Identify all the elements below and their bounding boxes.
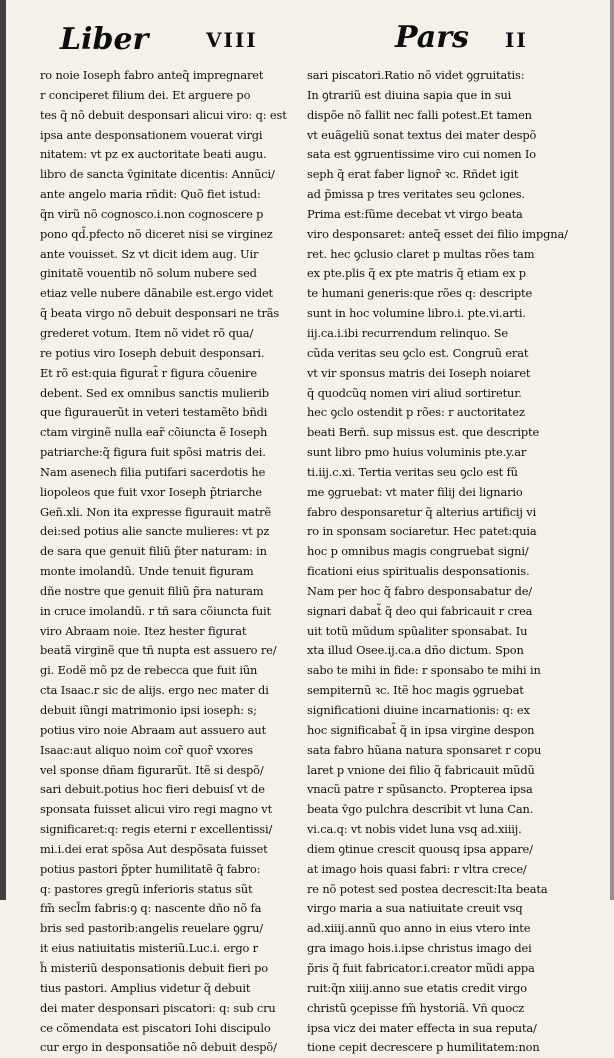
left-column-line: ctam virginẽ nulla ear̃ cõiuncta ẽ Ioseph [40,425,268,440]
left-column-line: in cruce imolandũ. r tñ sara cõiuncta fuit [40,603,271,618]
left-column-line: fm̃ secl̃m fabris:ꝯ q: nascente dño nõ fa [40,901,262,916]
left-column-line: ipsa ante desponsationem vouerat virgi [40,127,263,142]
left-column-line: cta Isaac.r sic de alijs. ergo nec mater di [40,683,269,698]
right-column-line: dispõe nõ fallit nec falli potest.Et tamen [307,107,532,122]
right-column-line: ret. hec ꝯclusio claret p multas rões tam [307,246,535,261]
left-column-line: Isaac:aut aliquo noim cor̃ quor̃ vxores [40,742,253,757]
left-column-line: beatã virginẽ que tñ nupta est assuero re/ [40,643,277,658]
left-column-line: mi.i.dei erat spõsa Aut despõsata fuisset [40,841,268,856]
left-column-line: tius pastori. Amplius videtur q̃ debuit [40,980,251,995]
right-column-line: ad p̃missa p tres veritates seu ꝯclones. [307,187,525,202]
right-column-line: hec ꝯclo ostendit p rões: r auctoritatez [307,405,525,420]
left-column-line: debuit iũngi matrimonio ipsi ioseph: s; [40,703,257,717]
left-column-line: ce cõmendata est piscatori Iohi discipulo [40,1020,271,1035]
right-column-line: ro in sponsam sociaretur. Hec patet:quia [307,524,537,539]
running-head-pars: Pars [395,20,469,55]
left-column-line: re potius viro Ioseph debuit desponsari. [40,345,265,360]
right-column-line: In ꝯtrariũ est diuina sapia que in sui [307,87,512,102]
right-column-line: sari piscatori.Ratio nõ videt ꝯgruitatis: [307,68,525,82]
left-column-line: vel sponse dñam figurarũt. Itẽ si despõ/ [40,762,264,777]
left-column-line: libro de sancta v̄ginitate dicentis: Annũci/ [40,167,275,182]
left-text-column [40,66,302,1058]
left-column-line: debent. Sed ex omnibus sanctis mulierib [40,385,269,400]
left-column-line: gi. Eodẽ mõ pz de rebecca que fuit iũn [40,663,258,678]
left-column-line: dei:sed potius alie sancte mulieres: vt pz [40,524,270,539]
right-column-line: Nam per hoc q̃ fabro desponsabatur de/ [307,583,532,598]
right-column-line: ti.iij.c.xi. Tertia veritas seu ꝯclo est fũ [307,464,518,479]
running-head-folio-number: VIII [206,28,258,52]
right-column-line: diem ꝯtinue crescit quousq ipsa appare/ [307,841,533,856]
left-column-line: viro Abraam noie. Itez hester figurat [40,623,247,638]
left-column-line: q̃n virũ nõ cognosco.i.non cognoscere p [40,206,264,221]
left-column-line: bris sed pastorib:angelis reuelare ꝯgru/ [40,921,263,936]
left-column-line: Gen̄.xli. Non ita expresse figurauit matrẽ [40,504,271,519]
right-column-line: sunt in hoc volumine libro.i. pte.vi.arti. [307,306,526,321]
left-column-line: sponsata fuisset alicui viro regi magno vt [40,802,272,817]
left-column-line: que figurauerũt in veteri testamẽto bñdi [40,405,268,420]
right-column-line: me ꝯgruebat: vt mater filij dei lignario [307,484,523,499]
right-column-line: seph q̃ erat faber lignor̃ ꝛc. Rñdet igit [307,167,519,182]
left-column-line: dei mater desponsari piscatori: q: sub cru [40,1000,276,1015]
left-column-line: ante angelo maria rñdit: Quõ fiet istud: [40,187,261,202]
right-column-line: sabo te mihi in fide: r sponsabo te mihi in [307,663,541,678]
running-head [0,18,614,66]
left-column-line: Nam asenech filia putifari sacerdotis he [40,464,266,479]
right-column-line: vi.ca.q: vt nobis videt luna vsq ad.xiiij. [307,822,522,837]
left-column-line: q: pastores gregũ inferioris status sũt [40,881,253,896]
left-column-line: ginitatẽ vouentib nõ solum nubere sed [40,266,257,281]
right-column-line: christũ ꝯcepisse fm̃ hystoriã. Vñ quocz [307,1000,525,1015]
right-column-line: re nõ potest sed postea decrescit:Ita beata [307,881,548,896]
right-column-line: vnacũ patre r spũsancto. Propterea ipsa [307,782,533,797]
right-column-line: sata est ꝯgruentissime viro cui nomen Io [307,147,536,162]
right-column-line: ruit:q̃n xiiij.anno sue etatis credit virgo [307,980,527,995]
right-column-line: at imago hois quasi fabri: r vltra crece/ [307,861,527,876]
binding-shadow [0,0,6,900]
right-column-line: ficationi eius spiritualis desponsationis. [307,564,530,579]
right-column-line: signari dabat̃ q̃ deo qui fabricauit r crea [307,603,533,618]
left-column-line: it eius natiuitatis misteriũ.Luc.i. ergo r [40,941,258,956]
right-text-column [307,66,569,1058]
left-column-line: potius viro noie Abraam aut assuero aut [40,722,267,737]
left-column-line: ante vouisset. Sz vt dicit idem aug. Uir [40,246,259,261]
right-column-line: sempiternũ ꝛc. Itẽ hoc magis ꝯgruebat [307,683,524,698]
left-column-line: h̃ misteriũ desponsationis debuit fieri po [40,960,268,975]
right-column-line: hoc significabat̃ q̃ in ipsa virgine despon [307,722,535,737]
right-column-line: q̃ quodcũq nomen viri aliud sortiretur. [307,385,522,400]
running-head-part-number: II [505,28,528,52]
right-column-line: ad.xiiij.annũ quo anno in eius vtero inte [307,921,531,936]
right-column-line: sata fabro hũana natura sponsaret r copu [307,742,542,757]
left-column-line: pono qd̃.pfecto nõ diceret nisi se virginez [40,226,273,241]
left-column-line: q̃ beata virgo nõ debuit desponsari ne trãs [40,306,280,321]
right-column-line: sunt libro pmo huius voluminis pte.y.ar [307,445,527,460]
left-column-line: dñe nostre que genuit filiũ p̃ra naturam [40,583,264,598]
left-column-line: patriarche:q̃ figura fuit spõsi matris dei. [40,445,266,460]
right-column-line: xta illud Osee.ij.ca.a dño dictum. Spon [307,643,524,658]
left-column-line: liopoleos que fuit vxor Ioseph p̃triarche [40,484,263,499]
left-column-line: cur ergo in desponsatiõe nõ debuit despõ/ [40,1040,277,1055]
left-column-line: r conciperet filium dei. Et arguere po [40,87,251,102]
right-column-line: laret p vnione dei filio q̃ fabricauit mũdũ [307,762,535,777]
page-edge-shadow [610,0,614,900]
right-column-line: virgo maria a sua natiuitate creuit vsq [307,901,523,916]
right-column-line: Prima est:fũme decebat vt virgo beata [307,206,523,221]
right-column-line: hoc p omnibus magis congruebat signi/ [307,544,529,559]
left-column-line: nitatem: vt pz ex auctoritate beati augu. [40,147,267,162]
left-column-line: ro noie Ioseph fabro anteq̃ impregnaret [40,68,264,82]
running-head-liber: Liber [60,22,149,57]
left-column-line: significaret:q: regis eterni r excellentissi/ [40,822,273,837]
left-column-line: etiaz velle nubere dãnabile est.ergo videt [40,286,273,301]
left-column-line: sari debuit.potius hoc fieri debuisſ vt de [40,782,265,797]
left-column-line: grederet votum. Item nõ videt rõ qua/ [40,325,254,340]
right-column-line: iij.ca.i.ibi recurrendum relinquo. Se [307,325,508,340]
right-column-line: p̃ris q̃ fuit fabricator.i.creator mũdi appa [307,960,535,975]
left-column-line: tes q̃ nõ debuit desponsari alicui viro: q: est [40,107,287,122]
right-column-line: ipsa vicz dei mater effecta in sua reputa/ [307,1020,537,1035]
right-column-line: significationi diuine incarnationis: q: ex [307,703,530,717]
right-column-line: beati Bern̄. sup missus est. que descripte [307,425,540,440]
right-column-line: cũda veritas seu ꝯclo est. Congruũ erat [307,345,529,360]
right-column-line: te humani generis:que rões q: descripte [307,286,533,301]
right-column-line: ex pte.plis q̃ ex pte matris q̃ etiam ex p [307,266,526,281]
left-column-line: de sara que genuit filiũ p̃ter naturam: in [40,544,267,559]
right-column-line: vt euãgeliũ sonat textus dei mater despõ [307,127,537,142]
right-column-line: uit totũ mũdum spũaliter sponsabat. Iu [307,623,528,638]
right-column-line: gra imago hois.i.ipse christus imago dei [307,941,532,956]
right-column-line: vt vir sponsus matris dei Ioseph noiaret [307,365,531,380]
right-column-line: viro desponsaret: anteq̃ esset dei filio impgna/ [307,226,568,241]
right-column-line: beata v̄go pulchra describit vt luna Can. [307,802,534,817]
left-column-line: monte imolandũ. Unde tenuit figuram [40,564,254,579]
right-column-line: tione cepit decrescere p humilitatem:non [307,1040,540,1055]
right-column-line: fabro desponsaretur q̃ alterius artificij vi [307,504,537,519]
left-column-line: potius pastori p̃pter humilitatẽ q̃ fabro: [40,861,261,876]
left-column-line: Et rõ est:quia figurat̃ r figura cõuenire [40,365,257,380]
